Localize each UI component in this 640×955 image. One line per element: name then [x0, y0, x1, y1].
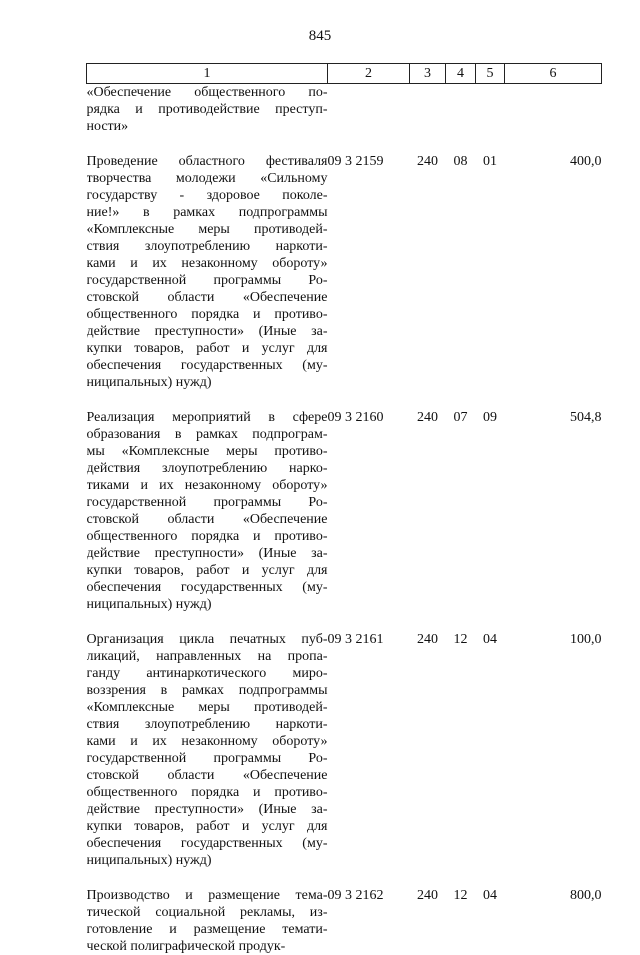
description-cell: [87, 409, 328, 613]
table-row: [87, 153, 602, 391]
description-line: купки товаров, работ и услуг для: [87, 818, 328, 835]
description-line: стовской области «Обеспечение: [87, 511, 328, 528]
description-line: действия злоупотреблению нарко-: [87, 460, 328, 477]
description-line: ние!» в рамках подпрограммы: [87, 204, 328, 221]
code-cell: 09 3 2161: [328, 631, 410, 869]
description-line: общественного порядка и противо-: [87, 306, 328, 323]
table-body: [87, 84, 602, 955]
subsection-cell: 09: [476, 409, 505, 613]
expense-type-cell: 240: [410, 631, 446, 869]
expense-type-cell: [410, 84, 446, 136]
description-line: рядка и противодействие преступ-: [87, 101, 328, 118]
header-col-2: 2: [328, 64, 410, 84]
description-cell: [87, 153, 328, 391]
section-cell: 12: [446, 631, 476, 869]
description-line: государственной программы Ро-: [87, 272, 328, 289]
code-cell: 09 3 2162: [328, 887, 410, 955]
description-line: ствия злоупотреблению наркоти-: [87, 238, 328, 255]
description-line: ками и их незаконному обороту»: [87, 733, 328, 750]
row-spacer: [87, 869, 602, 887]
subsection-cell: 04: [476, 631, 505, 869]
description-line: ческой полиграфической продук-: [87, 938, 328, 955]
header-col-6: 6: [505, 64, 602, 84]
description-line: «Обеспечение общественного по-: [87, 84, 328, 101]
description-line: Производство и размещение тема-: [87, 887, 328, 904]
description-line: ниципальных) нужд): [87, 374, 328, 391]
description-line: купки товаров, работ и услуг для: [87, 340, 328, 357]
description-line: ствия злоупотреблению наркоти-: [87, 716, 328, 733]
description-line: «Комплексные меры противодей-: [87, 699, 328, 716]
expense-type-cell: 240: [410, 409, 446, 613]
description-line: стовской области «Обеспечение: [87, 289, 328, 306]
section-cell: 08: [446, 153, 476, 391]
description-line: творчества молодежи «Сильному: [87, 170, 328, 187]
subsection-cell: [476, 84, 505, 136]
expense-type-cell: 240: [410, 887, 446, 955]
description-line: купки товаров, работ и услуг для: [87, 562, 328, 579]
description-line: государственной программы Ро-: [87, 494, 328, 511]
table-row: [87, 887, 602, 955]
row-spacer: [87, 613, 602, 631]
description-cell: [87, 84, 328, 136]
description-line: обеспечения государственных (му-: [87, 579, 328, 596]
section-cell: 07: [446, 409, 476, 613]
description-line: тической социальной рекламы, из-: [87, 904, 328, 921]
expense-type-cell: 240: [410, 153, 446, 391]
description-line: ками и их незаконному обороту»: [87, 255, 328, 272]
header-col-1: 1: [87, 64, 328, 84]
description-line: действие преступности» (Иные за-: [87, 801, 328, 818]
code-cell: [328, 84, 410, 136]
description-line: государству - здоровое поколе-: [87, 187, 328, 204]
code-cell: 09 3 2159: [328, 153, 410, 391]
header-col-5: 5: [476, 64, 505, 84]
table-header-row: [87, 64, 602, 84]
description-line: действие преступности» (Иные за-: [87, 323, 328, 340]
description-line: мы «Комплексные меры противо-: [87, 443, 328, 460]
description-line: образования в рамках подпрограм-: [87, 426, 328, 443]
description-line: общественного порядка и противо-: [87, 784, 328, 801]
description-line: Проведение областного фестиваля: [87, 153, 328, 170]
description-line: ликаций, направленных на пропа-: [87, 648, 328, 665]
description-line: ности»: [87, 118, 328, 135]
page-number: 845: [0, 28, 640, 45]
description-line: стовской области «Обеспечение: [87, 767, 328, 784]
row-spacer: [87, 135, 602, 153]
description-cell: [87, 631, 328, 869]
description-line: готовление и размещение темати-: [87, 921, 328, 938]
table-row: [87, 631, 602, 869]
description-line: ганду антинаркотического миро-: [87, 665, 328, 682]
description-line: обеспечения государственных (му-: [87, 357, 328, 374]
amount-cell: 400,0: [505, 153, 602, 391]
section-cell: [446, 84, 476, 136]
description-line: Реализация мероприятий в сфере: [87, 409, 328, 426]
amount-cell: 100,0: [505, 631, 602, 869]
amount-cell: 504,8: [505, 409, 602, 613]
section-cell: 12: [446, 887, 476, 955]
code-cell: 09 3 2160: [328, 409, 410, 613]
subsection-cell: 01: [476, 153, 505, 391]
description-line: Организация цикла печатных пуб-: [87, 631, 328, 648]
amount-cell: 800,0: [505, 887, 602, 955]
description-line: ниципальных) нужд): [87, 852, 328, 869]
description-line: «Комплексные меры противодей-: [87, 221, 328, 238]
description-line: воззрения в рамках подпрограммы: [87, 682, 328, 699]
description-cell: [87, 887, 328, 955]
description-line: действие преступности» (Иные за-: [87, 545, 328, 562]
header-col-3: 3: [410, 64, 446, 84]
budget-table: [86, 63, 602, 955]
description-line: государственной программы Ро-: [87, 750, 328, 767]
header-col-4: 4: [446, 64, 476, 84]
table-row: [87, 409, 602, 613]
amount-cell: [505, 84, 602, 136]
description-line: ниципальных) нужд): [87, 596, 328, 613]
description-line: тиками и их незаконному обороту»: [87, 477, 328, 494]
description-line: обеспечения государственных (му-: [87, 835, 328, 852]
description-line: общественного порядка и противо-: [87, 528, 328, 545]
subsection-cell: 04: [476, 887, 505, 955]
table-row: [87, 84, 602, 136]
row-spacer: [87, 391, 602, 409]
